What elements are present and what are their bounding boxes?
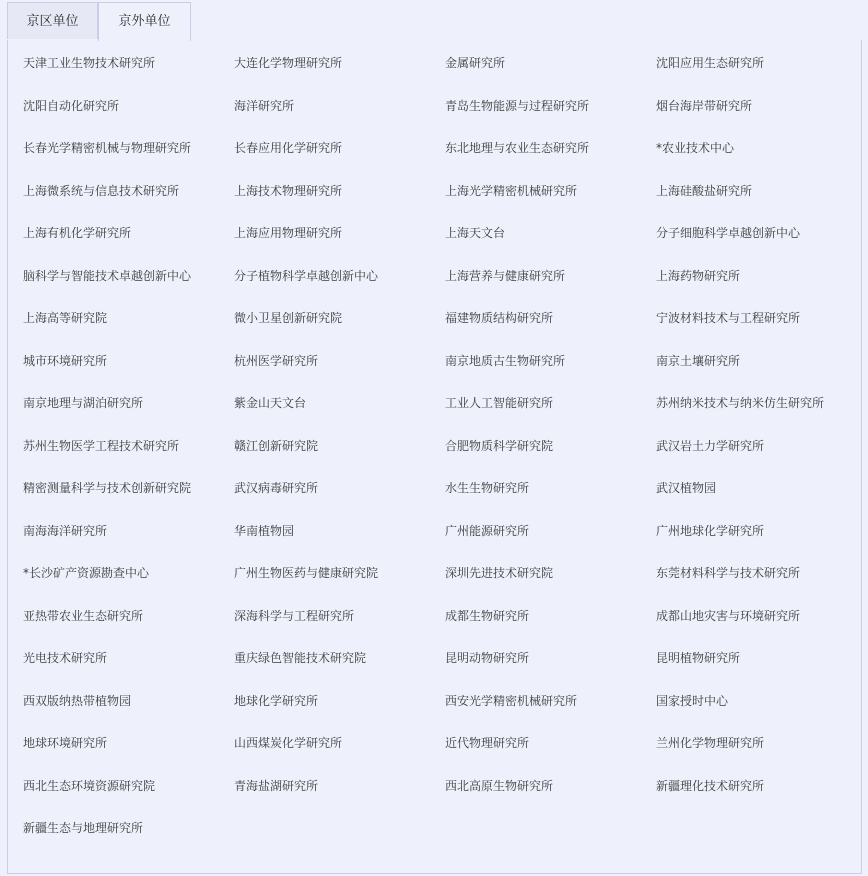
unit-link[interactable]: 金属研究所 (445, 56, 506, 70)
unit-link[interactable]: 上海药物研究所 (656, 268, 741, 283)
unit-link[interactable]: 杭州医学研究所 (234, 353, 319, 368)
unit-link[interactable]: 光电技术研究所 (23, 651, 108, 665)
tab-panel-outside-beijing (7, 40, 862, 874)
unit-link[interactable]: *长沙矿产资源勘查中心 (23, 566, 150, 580)
unit-link[interactable]: 青岛生物能源与过程研究所 (445, 98, 590, 113)
unit-link[interactable]: 地球环境研究所 (23, 736, 108, 750)
unit-link[interactable]: 东北地理与农业生态研究所 (445, 141, 590, 155)
unit-link[interactable]: 武汉病毒研究所 (234, 481, 319, 495)
unit-link[interactable]: 城市环境研究所 (23, 353, 108, 368)
unit-link[interactable]: 上海光学精密机械研究所 (445, 183, 578, 198)
unit-link[interactable]: 亚热带农业生态研究所 (23, 608, 144, 623)
unit-link[interactable]: 上海技术物理研究所 (234, 183, 343, 198)
unit-link[interactable]: 南京土壤研究所 (656, 353, 741, 368)
unit-link[interactable]: 广州能源研究所 (445, 523, 530, 538)
unit-link[interactable]: 武汉岩土力学研究所 (656, 438, 765, 453)
unit-link[interactable]: 海洋研究所 (234, 98, 295, 113)
unit-link[interactable]: 水生生物研究所 (445, 481, 530, 495)
unit-link[interactable]: 上海应用物理研究所 (234, 226, 343, 240)
institutes-tab-widget (7, 2, 862, 874)
unit-link-grid (23, 54, 863, 862)
unit-link[interactable]: 西北高原生物研究所 (445, 778, 554, 793)
unit-link[interactable]: 广州地球化学研究所 (656, 523, 765, 538)
unit-link[interactable]: 微小卫星创新研究院 (234, 311, 343, 325)
unit-link[interactable]: 国家授时中心 (656, 693, 729, 708)
unit-link[interactable]: 兰州化学物理研究所 (656, 736, 765, 750)
unit-link[interactable]: 地球化学研究所 (234, 693, 319, 708)
unit-link[interactable]: 武汉植物园 (656, 481, 717, 495)
unit-link[interactable]: 脑科学与智能技术卓越创新中心 (23, 268, 192, 283)
unit-link[interactable]: 近代物理研究所 (445, 736, 530, 750)
tab-outside-beijing-units[interactable]: 京外单位 (98, 2, 191, 41)
unit-link[interactable]: 沈阳自动化研究所 (23, 98, 120, 113)
unit-link[interactable]: 上海硅酸盐研究所 (656, 183, 753, 198)
unit-link[interactable]: 青海盐湖研究所 (234, 778, 319, 793)
unit-link[interactable]: 新疆理化技术研究所 (656, 778, 765, 793)
unit-link[interactable]: 上海微系统与信息技术研究所 (23, 183, 180, 198)
unit-link[interactable]: 赣江创新研究院 (234, 438, 319, 453)
unit-link[interactable]: 苏州生物医学工程技术研究所 (23, 438, 180, 453)
unit-link[interactable]: 烟台海岸带研究所 (656, 98, 753, 113)
unit-link[interactable]: 上海营养与健康研究所 (445, 268, 566, 283)
unit-link[interactable]: 新疆生态与地理研究所 (23, 821, 144, 835)
unit-link[interactable]: 广州生物医药与健康研究院 (234, 566, 379, 580)
unit-link[interactable]: 合肥物质科学研究院 (445, 438, 554, 453)
tab-beijing-units[interactable]: 京区单位 (7, 2, 98, 39)
unit-link[interactable]: 紫金山天文台 (234, 396, 307, 410)
unit-link[interactable]: 上海有机化学研究所 (23, 226, 132, 240)
unit-link[interactable]: 西双版纳热带植物园 (23, 693, 132, 708)
unit-link[interactable]: 上海天文台 (445, 226, 506, 240)
unit-link[interactable]: 大连化学物理研究所 (234, 56, 343, 70)
unit-link[interactable]: 长春光学精密机械与物理研究所 (23, 141, 192, 155)
unit-link[interactable]: 山西煤炭化学研究所 (234, 736, 343, 750)
tab-bar (7, 2, 862, 41)
unit-link[interactable]: 分子植物科学卓越创新中心 (234, 268, 379, 283)
unit-link[interactable]: *农业技术中心 (656, 141, 735, 155)
unit-link[interactable]: 天津工业生物技术研究所 (23, 56, 156, 70)
unit-link[interactable]: 昆明动物研究所 (445, 651, 530, 665)
unit-link[interactable]: 深海科学与工程研究所 (234, 608, 355, 623)
unit-link[interactable]: 东莞材料科学与技术研究所 (656, 566, 801, 580)
unit-link[interactable]: 分子细胞科学卓越创新中心 (656, 226, 801, 240)
unit-link[interactable]: 南海海洋研究所 (23, 523, 108, 538)
unit-link[interactable]: 重庆绿色智能技术研究院 (234, 651, 367, 665)
unit-link[interactable]: 西北生态环境资源研究院 (23, 778, 156, 793)
unit-link[interactable]: 南京地质古生物研究所 (445, 353, 566, 368)
unit-link[interactable]: 华南植物园 (234, 523, 295, 538)
unit-link[interactable]: 西安光学精密机械研究所 (445, 693, 578, 708)
unit-link[interactable]: 宁波材料技术与工程研究所 (656, 311, 801, 325)
unit-link[interactable]: 工业人工智能研究所 (445, 396, 554, 410)
unit-link[interactable]: 精密测量科学与技术创新研究院 (23, 481, 192, 495)
unit-link[interactable]: 成都山地灾害与环境研究所 (656, 608, 801, 623)
unit-link[interactable]: 成都生物研究所 (445, 608, 530, 623)
unit-link[interactable]: 苏州纳米技术与纳米仿生研究所 (656, 396, 825, 410)
unit-link[interactable]: 昆明植物研究所 (656, 651, 741, 665)
unit-link[interactable]: 长春应用化学研究所 (234, 141, 343, 155)
unit-link[interactable]: 福建物质结构研究所 (445, 311, 554, 325)
unit-link[interactable]: 深圳先进技术研究院 (445, 566, 554, 580)
unit-link[interactable]: 上海高等研究院 (23, 311, 108, 325)
unit-link[interactable]: 沈阳应用生态研究所 (656, 56, 765, 70)
unit-link[interactable]: 南京地理与湖泊研究所 (23, 396, 144, 410)
